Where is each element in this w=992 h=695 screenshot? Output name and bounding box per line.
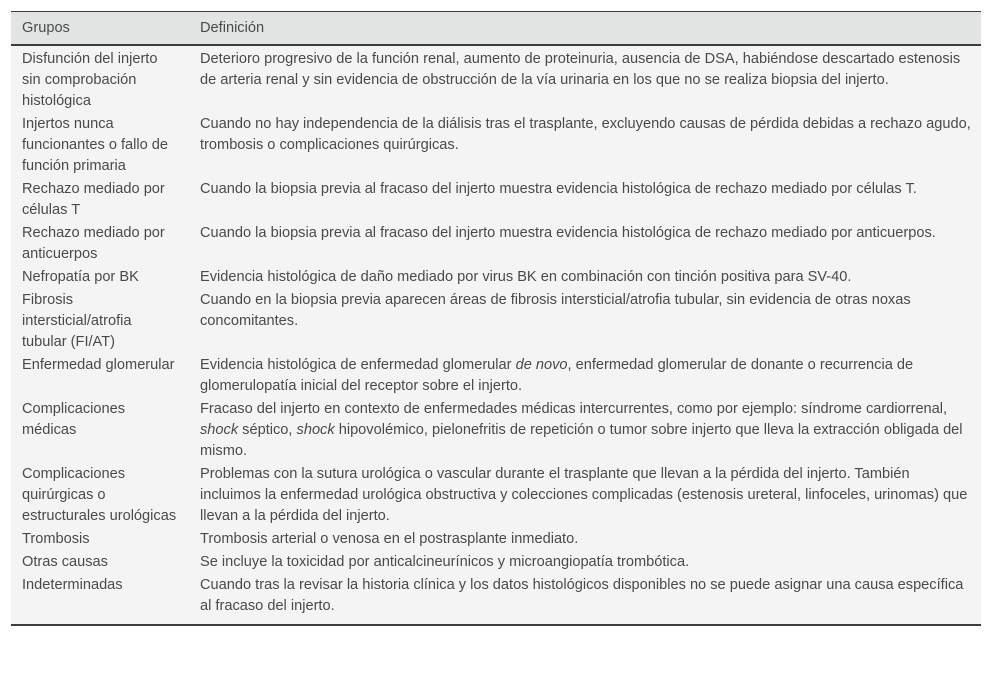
group-cell: Disfunción del injerto sin comprobación histológica xyxy=(22,51,158,109)
group-cell: Enfermedad glomerular xyxy=(22,357,175,373)
definition-cell xyxy=(189,177,981,221)
table-bottom-rule xyxy=(11,624,981,626)
header-definition: Definición xyxy=(200,20,265,36)
group-cell: Fibrosis intersticial/atrofia tubular (FI/AT) xyxy=(22,292,132,350)
definition-text: , enfermedad glomerular de donante o recurrencia de glomerulopatía inicial del receptor sobre el injerto. xyxy=(200,357,914,394)
definition-italic-term: shock xyxy=(296,422,335,438)
definition-cell xyxy=(189,353,981,397)
table-row xyxy=(11,112,981,177)
group-cell: Rechazo mediado por células T xyxy=(22,181,165,218)
definition-text: séptico, xyxy=(238,422,297,438)
definitions-table xyxy=(11,11,981,624)
definition-cell xyxy=(189,112,981,177)
group-cell: Complicaciones quirúrgicas o estructurales urológicas xyxy=(22,466,177,524)
definition-italic-term: shock xyxy=(200,422,239,438)
table-row xyxy=(11,353,981,397)
table-row xyxy=(11,397,981,462)
definition-cell xyxy=(189,265,981,288)
definition-text: Problemas con la sutura urológica o vascular durante el trasplante que llevan a la pérdida del injerto. También incluimos la enfermedad urológica obstructiva y colecciones complicadas (estenosis ureteral, linfoceles, urinomas) que llevan a la pérdida del injerto. xyxy=(200,466,968,524)
table-row xyxy=(11,177,981,221)
definition-text: Se incluye la toxicidad por anticalcineurínicos y microangiopatía trombótica. xyxy=(200,554,690,570)
header-groups: Grupos xyxy=(22,20,70,36)
definition-text: Cuando tras la revisar la historia clínica y los datos histológicos disponibles no se puede asignar una causa específica al fracaso del injerto. xyxy=(200,577,964,614)
group-cell: Complicaciones médicas xyxy=(22,401,126,438)
header-row xyxy=(11,12,981,46)
definition-text: Cuando la biopsia previa al fracaso del injerto muestra evidencia histológica de rechazo mediado por células T. xyxy=(200,181,917,197)
group-cell: Otras causas xyxy=(22,554,108,570)
table-row xyxy=(11,288,981,353)
table-row xyxy=(11,462,981,527)
definition-cell xyxy=(189,550,981,573)
definitions-table-container xyxy=(11,11,981,626)
definition-text: hipovolémico, pielonefritis de repetición o tumor sobre injerto que lleva la extracción obligada del mismo. xyxy=(200,422,963,459)
table-header xyxy=(11,12,981,46)
definition-cell xyxy=(189,527,981,550)
group-cell: Injertos nunca funcionantes o fallo de función primaria xyxy=(22,116,169,174)
definition-cell xyxy=(189,462,981,527)
table-row xyxy=(11,265,981,288)
table-row xyxy=(11,221,981,265)
group-cell: Indeterminadas xyxy=(22,577,123,593)
definition-text: Cuando en la biopsia previa aparecen áreas de fibrosis intersticial/atrofia tubular, sin evidencia de otras noxas concomitantes. xyxy=(200,292,911,329)
table-row xyxy=(11,45,981,112)
table-body xyxy=(11,45,981,624)
group-cell: Trombosis xyxy=(22,531,90,547)
group-cell: Rechazo mediado por anticuerpos xyxy=(22,225,165,262)
definition-text: Cuando la biopsia previa al fracaso del injerto muestra evidencia histológica de rechazo mediado por anticuerpos. xyxy=(200,225,936,241)
definition-text: Evidencia histológica de enfermedad glomerular xyxy=(200,357,516,373)
definition-cell xyxy=(189,288,981,353)
definition-cell xyxy=(189,573,981,624)
definition-cell xyxy=(189,45,981,112)
group-cell: Nefropatía por BK xyxy=(22,269,139,285)
definition-text: Fracaso del injerto en contexto de enfermedades médicas intercurrentes, como por ejemplo: síndrome cardiorrenal, xyxy=(200,401,948,417)
definition-cell xyxy=(189,397,981,462)
table-row xyxy=(11,550,981,573)
table-row xyxy=(11,573,981,624)
definition-text: Cuando no hay independencia de la diálisis tras el trasplante, excluyendo causas de pérdida debidas a rechazo agudo, trombosis o complicaciones quirúrgicas. xyxy=(200,116,971,153)
table-row xyxy=(11,527,981,550)
definition-italic-term: de novo xyxy=(515,357,568,373)
definition-cell xyxy=(189,221,981,265)
definition-text: Trombosis arterial o venosa en el postrasplante inmediato. xyxy=(200,531,579,547)
definition-text: Evidencia histológica de daño mediado por virus BK en combinación con tinción positiva para SV-40. xyxy=(200,269,852,285)
definition-text: Deterioro progresivo de la función renal, aumento de proteinuria, ausencia de DSA, habiéndose descartado estenosis de arteria renal y sin evidencia de obstrucción de la vía urinaria en los que no se realiza biopsia del injerto. xyxy=(200,51,961,88)
